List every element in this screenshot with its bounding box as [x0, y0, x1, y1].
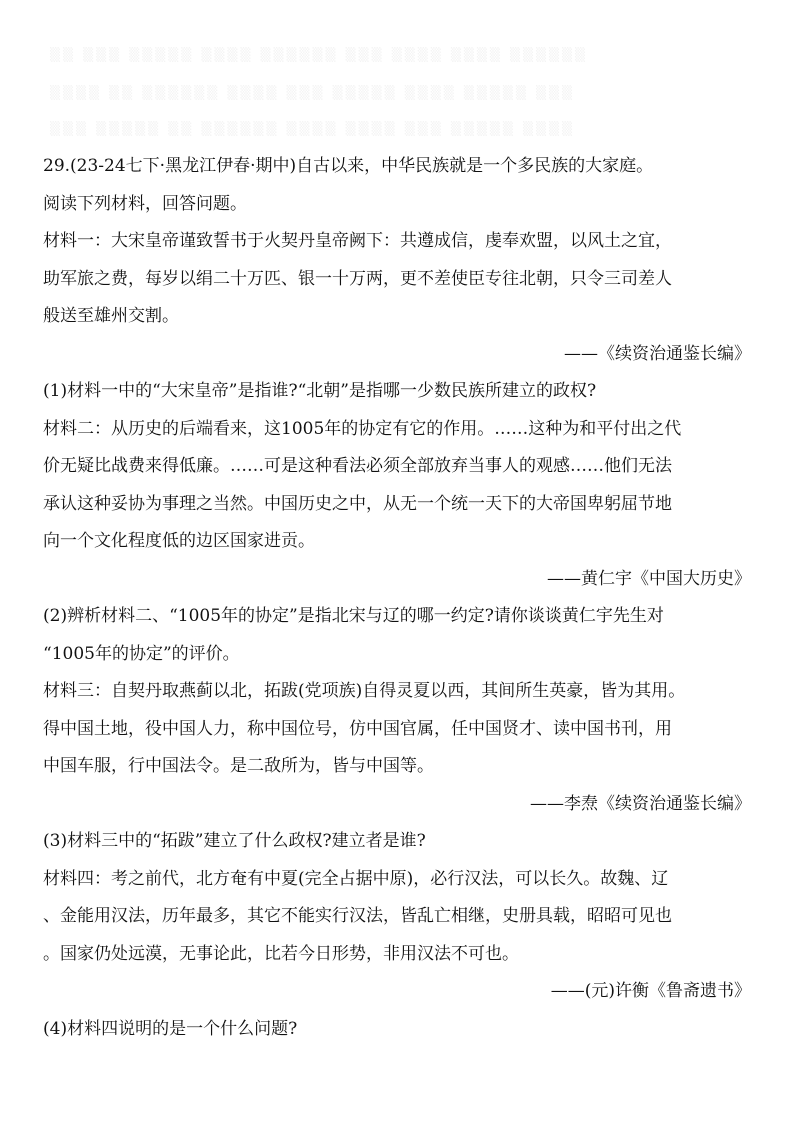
material-3-line: 材料三：自契丹取燕蓟以北，拓跋(党项族)自得灵夏以西，其间所生英豪，皆为其用。: [43, 681, 686, 701]
material-2-line: 价无疑比战费来得低廉。……可是这种看法必须全部放弃当事人的观感……他们无法: [43, 456, 672, 476]
question-instruction: 阅读下列材料，回答问题。: [43, 193, 247, 214]
sub-question-2-cont: “1005年的协定”的评价。: [43, 643, 240, 664]
material-1-line: 助军旅之费，每岁以绢二十万匹、银一十万两，更不差使臣专往北朝，只令三司差人: [43, 268, 672, 289]
material-4-line: 材料四：考之前代，北方奄有中夏(完全占据中原)，必行汉法，可以长久。故魏、辽: [43, 868, 669, 889]
material-4-line: 、金能用汉法，历年最多，其它不能实行汉法，皆乱亡相继，史册具载，昭昭可见也: [43, 906, 672, 926]
sub-question-3: (3)材料三中的“拓跋”建立了什么政权?建立者是谁?: [43, 831, 426, 851]
material-2-line: 材料二：从历史的后端看来，这1005年的协定有它的作用。……这种为和平付出之代: [43, 418, 682, 439]
material-4-line: 。国家仍处远漠，无事论此，比若今日形势，非用汉法不可也。: [43, 943, 519, 964]
material-1-citation: ——《续资治通鉴长编》: [564, 343, 751, 364]
material-2-line: 承认这种妥协为事理之当然。中国历史之中，从无一个统一天下的大帝国卑躬屈节地: [43, 493, 672, 514]
question-intro: 自古以来，中华民族就是一个多民族的大家庭。: [296, 156, 654, 176]
material-3-line: 得中国土地，役中国人力，称中国位号，仿中国官属，任中国贤才、读中国书刊，用: [43, 718, 672, 739]
material-3-line: 中国车服，行中国法令。是二敌所为，皆与中国等。: [43, 756, 434, 776]
watermark: [0, 0, 794, 145]
sub-question-4: (4)材料四说明的是一个什么问题?: [43, 1018, 298, 1039]
material-4-citation: ——(元)许衡《鲁斋遗书》: [550, 981, 751, 1001]
sub-question-1: (1)材料一中的“大宋皇帝”是指谁?“北朝”是指哪一少数民族所建立的政权?: [43, 381, 597, 401]
sub-question-2: (2)辨析材料二、“1005年的协定”是指北宋与辽的哪一约定?请你谈谈黄仁宇先生对: [43, 606, 664, 626]
material-2-line: 向一个文化程度低的边区国家进贡。: [43, 531, 315, 551]
material-3-citation: ——李焘《续资治通鉴长编》: [530, 793, 751, 814]
watermark-line: ▒▒ ▒▒▒ ▒▒▒▒▒ ▒▒▒▒ ▒▒▒▒▒▒ ▒▒▒ ▒▒▒▒ ▒▒▒▒ ▒▒▒▒▒▒: [50, 48, 588, 63]
material-2-citation: ——黄仁宇《中国大历史》: [547, 568, 751, 589]
watermark-line: ▒▒▒▒ ▒▒ ▒▒▒▒▒▒ ▒▒▒▒ ▒▒▒ ▒▒▒▒▒ ▒▒▒▒ ▒▒▒▒▒ ▒▒▒: [50, 86, 575, 101]
question-content: [43, 148, 753, 1048]
question-header: [43, 148, 753, 186]
material-1-line: 般送至雄州交割。: [43, 306, 179, 326]
question-source: (23-24七下·黑龙江伊春·期中): [70, 156, 297, 176]
question-number: 29.: [43, 156, 71, 176]
material-1-line: 材料一：大宋皇帝谨致誓书于火契丹皇帝阙下：共遵成信，虔奉欢盟，以风土之宜，: [43, 231, 672, 251]
watermark-line: ▒▒▒ ▒▒▒▒▒ ▒▒ ▒▒▒▒▒▒ ▒▒▒▒ ▒▒▒▒ ▒▒▒ ▒▒▒▒▒ ▒▒▒▒: [50, 122, 575, 137]
